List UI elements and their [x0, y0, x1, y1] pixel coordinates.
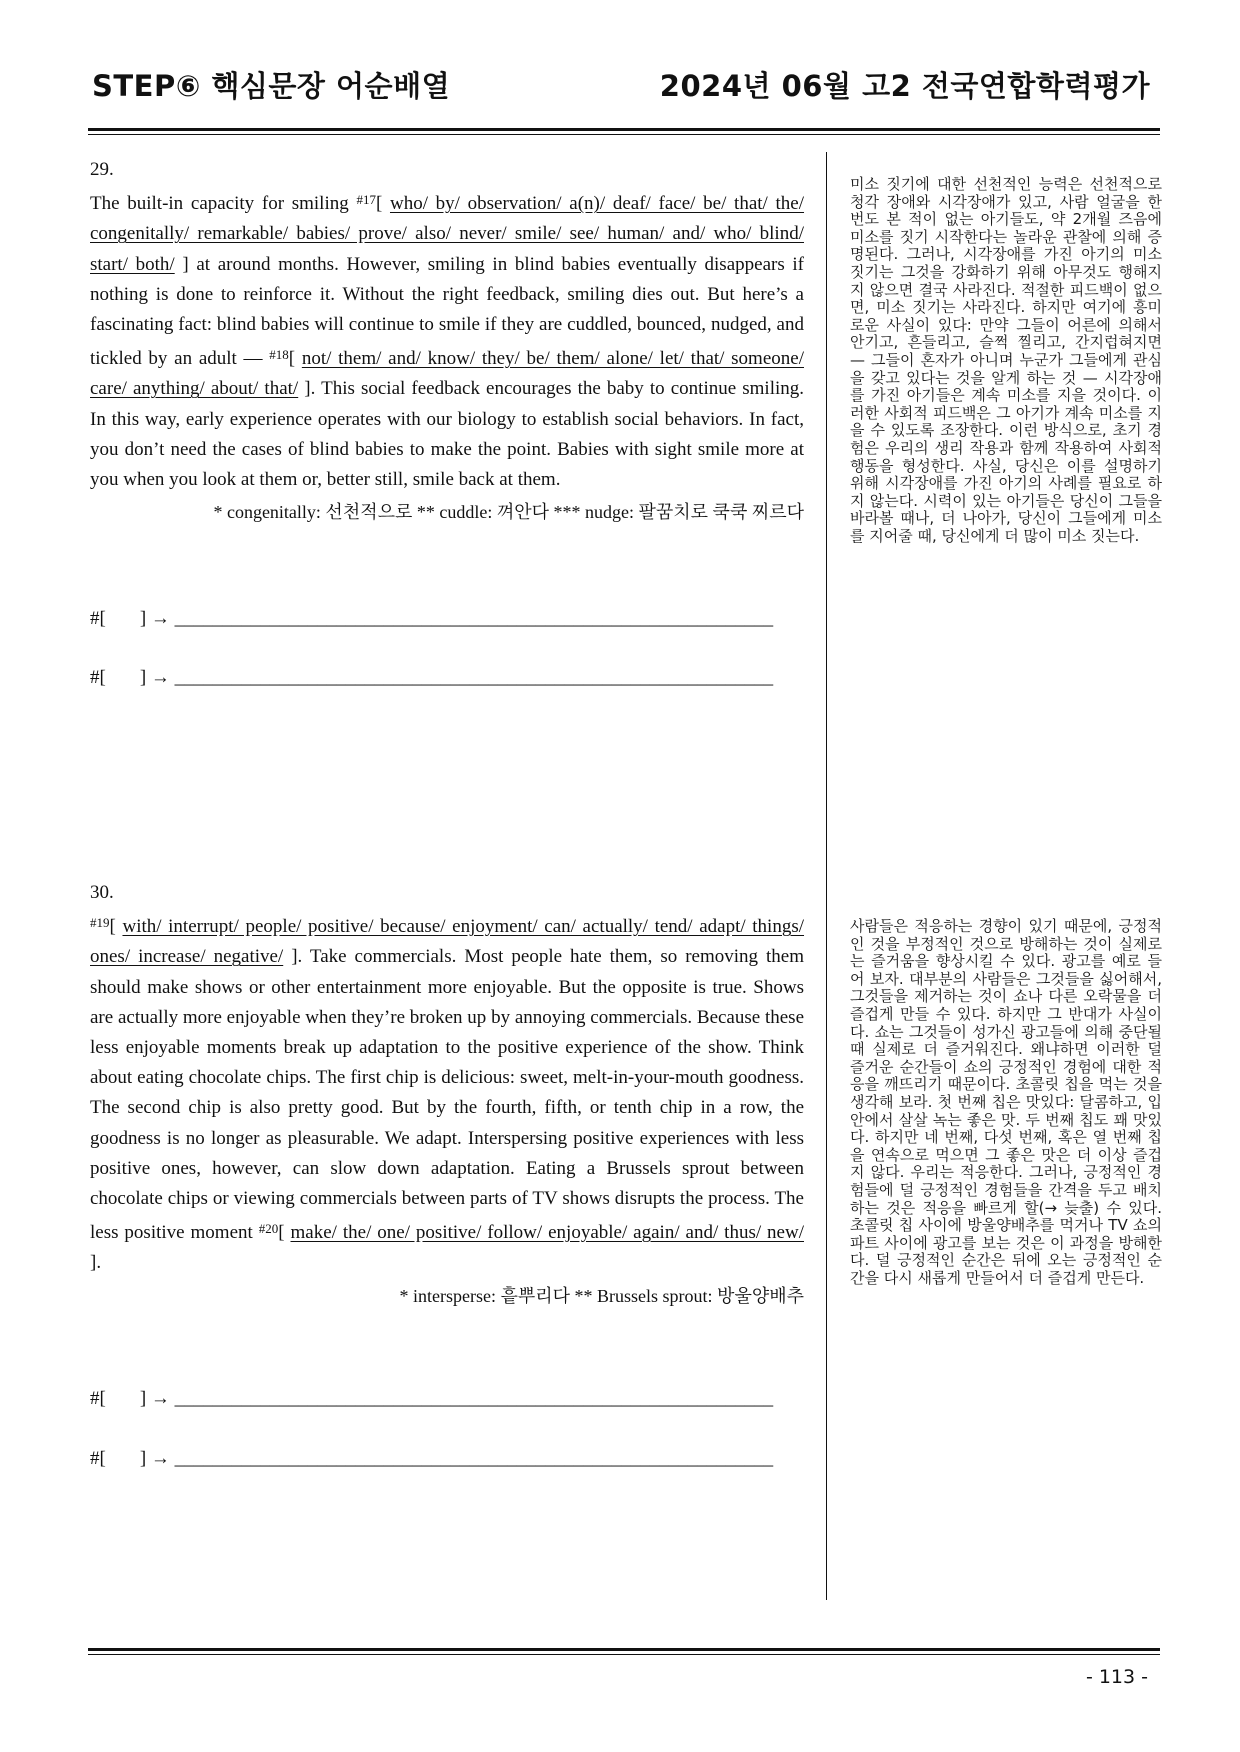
- question-number: 30.: [90, 882, 114, 903]
- passage-text: at around months. However, smiling in blind babies eventually disappears if nothing is done to reinforce it. Without the right feedback, smiling dies out. But here’s a fascinating fact: blind babies will continue to smile if they are cuddled, bounced, nudged, and tickled by an adult —: [90, 253, 804, 370]
- passage-text: . This social feedback encourages the baby to continue smiling. In this way, early experience operates with our biology to establish social behaviors. In fact, you don’t need the cases of blind babies to make the point. Babies with sight smile more at you when you look at them or, better still, smile back at them.: [90, 378, 805, 491]
- header-rule-thin: [88, 134, 1160, 135]
- scrambled-words: who/ by/ observation/ a(n)/ deaf/ face/ be/ that/ the/ congenitally/ remarkable/ babies/ prove/ also/ never/ smile/ see/ human/ and/ who/ blind/ start/ both/: [90, 193, 805, 275]
- bracket-close: ]: [283, 946, 298, 968]
- answer-line[interactable]: [90, 608, 773, 630]
- page-number: - 113 -: [1085, 1666, 1148, 1688]
- footnote: * intersperse: 흩뿌리다 ** Brussels sprout: 방울양배추: [399, 1285, 804, 1306]
- footer-rule: [88, 1648, 1160, 1651]
- bracket-open: [: [278, 1222, 291, 1244]
- question-30: [90, 878, 804, 1311]
- page-header-title: STEP⑥ 핵심문장 어순배열: [92, 69, 451, 103]
- scrambled-words: with/ interrupt/ people/ positive/ because/ enjoyment/ can/ actually/ tend/ adapt/ things/ ones/ increase/ negative/: [90, 916, 805, 968]
- bracket-close: ]: [174, 253, 189, 275]
- bracket-open: [: [109, 916, 123, 938]
- translation-29: 미소 짓기에 대한 선천적인 능력은 선천적으로 청각 장애와 시각장애가 있고, 사람 얼굴을 한 번도 본 적이 없는 아기들도, 약 2개월 즈음에 미소를 짓기 시작한다는 놀라운 관찰에 의해 증명된다. 그러나, 시각장애를 가진 아기의 미소 짓기는 그것을 강화하기 위해 아무것도 행해지지 않으면 결국 사라진다. 적절한 피드백이 없으면, 미소 짓기는 사라진다. 하지만 여기에 흥미로운 사실이 있다: 만약 그들이 어른에 의해서 안기고, 흔들리고, 슬쩍 찔리고, 간지럽혀지면 — 그들이 혼자가 아니며 누군가 그들에게 관심을 갖고 있다는 것을 알게 하는 것 — 시각장애를 가진 아기들은 계속 미소를 지을 것이다. 이러한 사회적 피드백은 그 아기가 계속 미소를 지을 수 있도록 조장한다. 이런 방식으로, 초기 경험은 우리의 생리 작용과 함께 작용하여 사회적 행동을 형성한다. 사실, 당신은 이를 설명하기 위해 시각장애를 가진 아기의 사례를 필요로 하지 않는다. 시력이 있는 아기들은 당신이 그들을 바라볼 때나, 더 나아가, 당신이 그들에게 미소를 지어줄 때, 당신에게 더 많이 미소 짓는다.: [850, 175, 1162, 545]
- scrambled-words: not/ them/ and/ know/ they/ be/ them/ alone/ let/ that/ someone/ care/ anything/ about/ that/: [90, 348, 804, 400]
- item-tag: #18: [269, 347, 289, 363]
- answer-line[interactable]: [90, 1448, 773, 1470]
- answer-close: ]: [139, 608, 147, 629]
- answer-line[interactable]: [90, 1388, 773, 1410]
- exam-title: 2024년 06월 고2 전국연합학력평가: [659, 69, 1150, 103]
- bracket-close: ]: [90, 1252, 97, 1274]
- footer-rule-thin: [88, 1654, 1160, 1655]
- item-tag: #19: [90, 915, 110, 931]
- bracket-open: [: [288, 348, 302, 370]
- item-tag: #20: [258, 1221, 279, 1237]
- answer-blank[interactable]: _______________________________________________________________: [174, 1448, 774, 1469]
- answer-blank[interactable]: _______________________________________________________________: [174, 1388, 774, 1409]
- answer-close: ]: [139, 1388, 147, 1409]
- passage-text: .: [96, 1252, 102, 1274]
- answer-prefix: #[: [90, 667, 106, 688]
- translation-30: 사람들은 적응하는 경향이 있기 때문에, 긍정적인 것을 부정적인 것으로 방해하는 것이 실제로는 즐거움을 향상시킬 수 있다. 광고를 예로 들어 보자. 대부분의 사람들은 그것들을 싫어해서, 그것들을 제거하는 것이 쇼나 다른 오락물을 더 즐겁게 만들 수 있다. 하지만 그 반대가 사실이다. 쇼는 그것들이 성가신 광고들에 의해 중단될 때 실제로 더 즐거워진다. 왜냐하면 이러한 덜 즐거운 순간들이 쇼의 긍정적인 경험에 대한 적응을 깨뜨리기 때문이다. 초콜릿 칩을 먹는 것을 생각해 보라. 첫 번째 칩은 맛있다: 달콤하고, 입안에서 살살 녹는 좋은 맛. 두 번째 칩도 꽤 맛있다. 하지만 네 번째, 다섯 번째, 혹은 열 번째 칩을 연속으로 먹으면 그 좋은 맛은 더 이상 즐겁지 않다. 우리는 적응한다. 그러나, 긍정적인 경험들에 덜 긍정적인 경험들을 간격을 두고 배치하는 것은 적응을 빠르게 할(→ 늦출) 수 있다. 초콜릿 칩 사이에 방울양배추를 먹거나 TV 쇼의 파트 사이에 광고를 보는 것은 이 과정을 방해한다. 덜 긍정적인 순간은 뒤에 오는 긍정적인 순간을 다시 새롭게 만들어서 더 즐겁게 만든다.: [850, 917, 1162, 1287]
- passage-text: The built-in capacity for smiling: [90, 193, 357, 215]
- column-divider: [826, 152, 827, 1600]
- arrow-icon: →: [150, 667, 170, 688]
- arrow-icon: →: [150, 608, 170, 629]
- question-passage: [90, 185, 804, 495]
- answer-prefix: #[: [90, 1448, 106, 1469]
- item-tag: #17: [356, 192, 376, 208]
- answer-prefix: #[: [90, 608, 106, 629]
- question-number: 29.: [90, 159, 114, 180]
- answer-blank[interactable]: _______________________________________________________________: [174, 667, 774, 688]
- bracket-close: ]: [298, 378, 311, 400]
- question-29: [90, 155, 804, 527]
- arrow-icon: →: [150, 1388, 170, 1409]
- answer-line[interactable]: [90, 667, 773, 689]
- footnote: * congenitally: 선천적으로 ** cuddle: 껴안다 *** nudge: 팔꿈치로 쿡쿡 찌르다: [213, 502, 804, 523]
- answer-prefix: #[: [90, 1388, 106, 1409]
- answer-close: ]: [139, 667, 147, 688]
- header-rule: [88, 128, 1160, 131]
- passage-text: . Take commercials. Most people hate them, so removing them should make shows or other entertainment more enjoyable. But the opposite is true. Shows are actually more enjoyable when they’re broken up by annoying commercials. Because these less enjoyable moments break up adaptation to the positive experience of the show. Think about eating chocolate chips. The first chip is delicious: sweet, melt-in-your-mouth goodness. The second chip is also pretty good. But by the fourth, fifth, or tenth chip in a row, the goodness is no longer as pleasurable. We adapt. Interspersing positive experiences with less positive ones, however, can slow down adaptation. Eating a Brussels sprout between chocolate chips or viewing commercials between parts of TV shows disrupts the process. The less positive moment: [90, 946, 805, 1244]
- scrambled-words: make/ the/ one/ positive/ follow/ enjoyable/ again/ and/ thus/ new/: [290, 1222, 804, 1244]
- arrow-icon: →: [150, 1448, 170, 1469]
- answer-blank[interactable]: _______________________________________________________________: [174, 608, 774, 629]
- question-passage: [90, 908, 804, 1278]
- bracket-open: [: [375, 193, 390, 215]
- answer-close: ]: [139, 1448, 147, 1469]
